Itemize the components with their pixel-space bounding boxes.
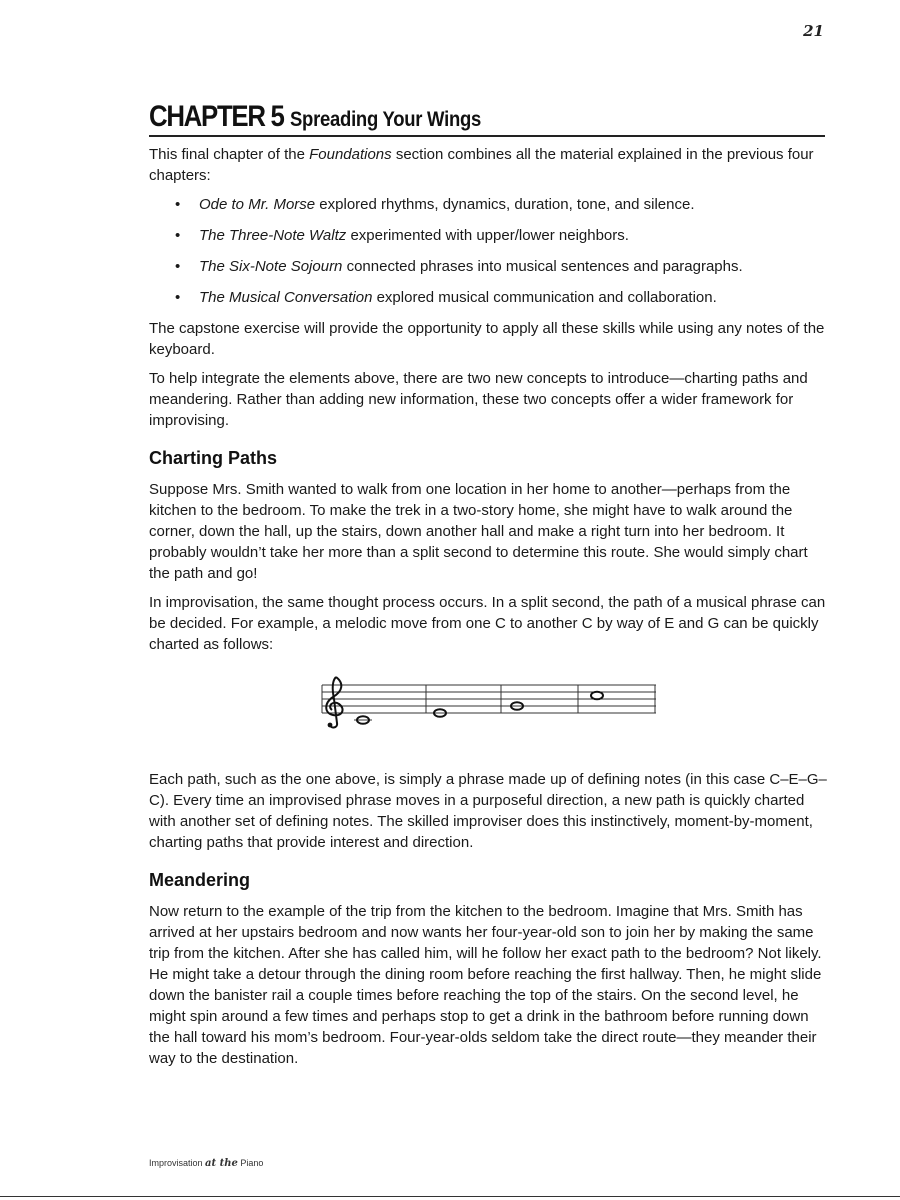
section-heading-meandering: Meandering [149, 870, 251, 890]
chapter-heading [149, 100, 825, 137]
page-number: 21 [803, 22, 824, 40]
intro-paragraph: This final chapter of the Foundations section combines all the material explained in the previous four chapters: [149, 146, 814, 184]
capstone-paragraph: The capstone exercise will provide the opportunity to apply all these skills while using any notes of the keyboard. [149, 320, 825, 358]
whole-note-c5 [591, 692, 603, 700]
list-item: • The Six-Note Sojourn connected phrases into musical sentences and paragraphs. [199, 256, 829, 277]
music-staff [316, 669, 658, 755]
section-heading-charting-paths: Charting Paths [149, 448, 278, 468]
meandering-paragraph: Now return to the example of the trip from the kitchen to the bedroom. Imagine that Mrs. Smith has arrived at her upstairs bedroom and now wants her four-year-old son to join her by making the same trip from the kitchen. After she has called him, will he follow her exact path to the bedroom? Not likely. He might take a detour through the dining room before reaching the first hallway. Then, he might slide down the banister rail a couple times before reaching the top of the stairs. On the second level, he might spin around a few times and perhaps stop to get a drink in the bathroom before running down the hall toward his mom’s bedroom. Four-year-olds seldom take the direct route—they meander their way to the destination. [149, 903, 822, 1067]
page-body [149, 144, 829, 1077]
notation-example [149, 669, 829, 761]
charting-paragraph-3: Each path, such as the one above, is simply a phrase made up of defining notes (in this case C–E–G–C). Every time an improvised phrase moves in a purposeful direction, a new path is quickly charted with another set of defining notes. The skilled improviser does this instinctively, moment-by-moment, charting paths that provide interest and direction. [149, 771, 827, 851]
page-bottom-rule [0, 1196, 900, 1197]
chapter-title: Spreading Your Wings [289, 108, 481, 131]
list-item: • The Three-Note Waltz experimented with upper/lower neighbors. [199, 225, 829, 246]
concepts-paragraph: To help integrate the elements above, there are two new concepts to introduce—charting paths and meandering. Rather than adding new information, these two concepts offer a wider framework for improvising. [149, 370, 808, 429]
list-item: • The Musical Conversation explored musical communication and collaboration. [199, 287, 829, 308]
list-item: • Ode to Mr. Morse explored rhythms, dynamics, duration, tone, and silence. [199, 194, 829, 215]
chapter-summary-list [149, 194, 829, 308]
charting-paragraph-1: Suppose Mrs. Smith wanted to walk from one location in her home to another—perhaps from the kitchen to the bedroom. To make the trek in a two-story home, she might have to walk around the corner, down the hall, up the stairs, down another hall and make a right turn into her bedroom. It probably wouldn’t take her more than a split second to determine this route. She would simply chart the path and go! [149, 481, 808, 582]
running-footer: Improvisation at the Piano [149, 1158, 264, 1169]
charting-paragraph-2: In improvisation, the same thought process occurs. In a split second, the path of a musical phrase can be decided. For example, a melodic move from one C to another C by way of E and G can be quickly charted as follows: [149, 594, 826, 653]
chapter-number: CHAPTER 5 [149, 100, 284, 133]
